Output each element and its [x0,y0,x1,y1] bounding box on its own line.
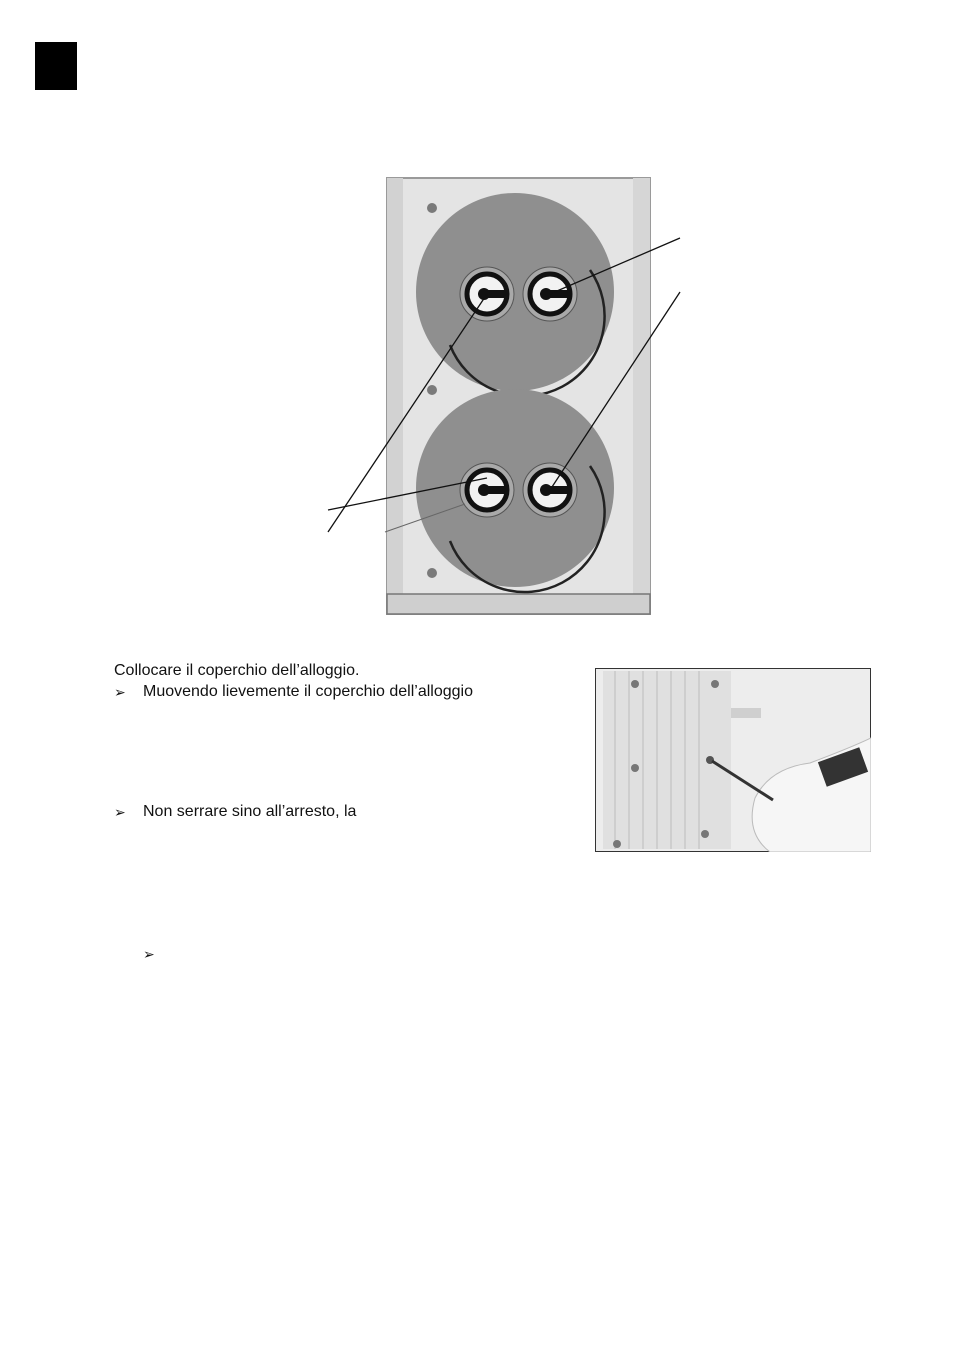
housing-right-rail [633,178,650,614]
screw-dot [427,568,437,578]
bullet-text: Muovendo lievemente il coperchio dell’alloggio [143,683,473,700]
screwdriver-photo [595,668,871,852]
bullet-marker: ➢ [143,946,155,962]
screw-dot [427,385,437,395]
screw-dot [427,203,437,213]
screw-dot [701,830,709,838]
instruction-heading: Collocare il coperchio dell’alloggio. [114,662,360,679]
bullet-marker: ➢ [114,804,126,820]
screw-dot [631,680,639,688]
housing-left-rail [387,178,403,614]
socket-disc-lower [416,389,614,587]
screw-dot [631,764,639,772]
section-marker-block [35,42,77,90]
socket-disc-upper [416,193,614,391]
screw-dot [613,840,621,848]
bullet-text: Non serrare sino all’arresto, la [143,803,357,820]
housing-bottom-rail [387,594,650,614]
bullet-marker: ➢ [114,684,126,700]
screw-dot [711,680,719,688]
housing-illustration [320,170,690,630]
